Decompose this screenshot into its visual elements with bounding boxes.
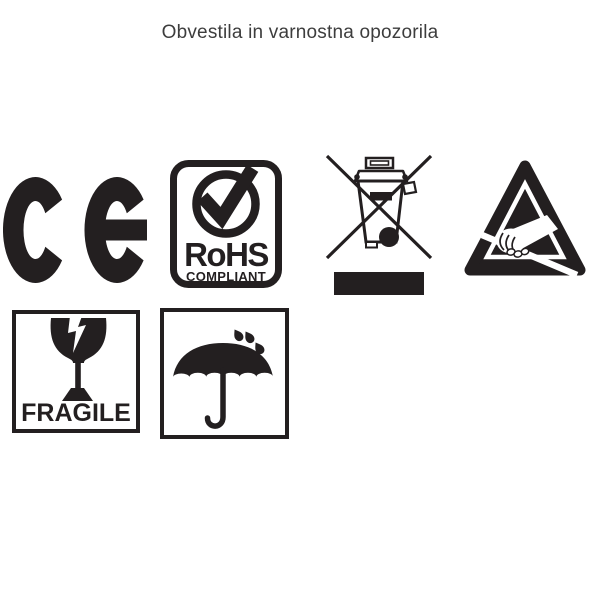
rohs-compliant-text: COMPLIANT [186, 269, 266, 284]
fragile-symbol [12, 310, 140, 433]
rohs-text: RoHS [184, 236, 268, 273]
fragile-label: FRAGILE [21, 399, 131, 427]
bin-wheel [379, 227, 399, 247]
glass-stem [75, 363, 81, 389]
ce-letter-c [3, 177, 62, 283]
broken-glass-icon [17, 316, 136, 402]
umbrella-pole-handle [207, 370, 223, 426]
esd-warning-icon [461, 157, 589, 284]
section-title: Obvestila in varnostna opozorila [161, 22, 439, 43]
ce-letter-e-bar [103, 220, 147, 241]
ce-mark-icon [3, 177, 148, 283]
weee-bin-icon [325, 150, 435, 296]
keep-dry-symbol [160, 308, 289, 439]
umbrella-icon [165, 314, 285, 436]
rohs-badge-icon [170, 160, 282, 288]
weee-black-bar [334, 272, 424, 295]
